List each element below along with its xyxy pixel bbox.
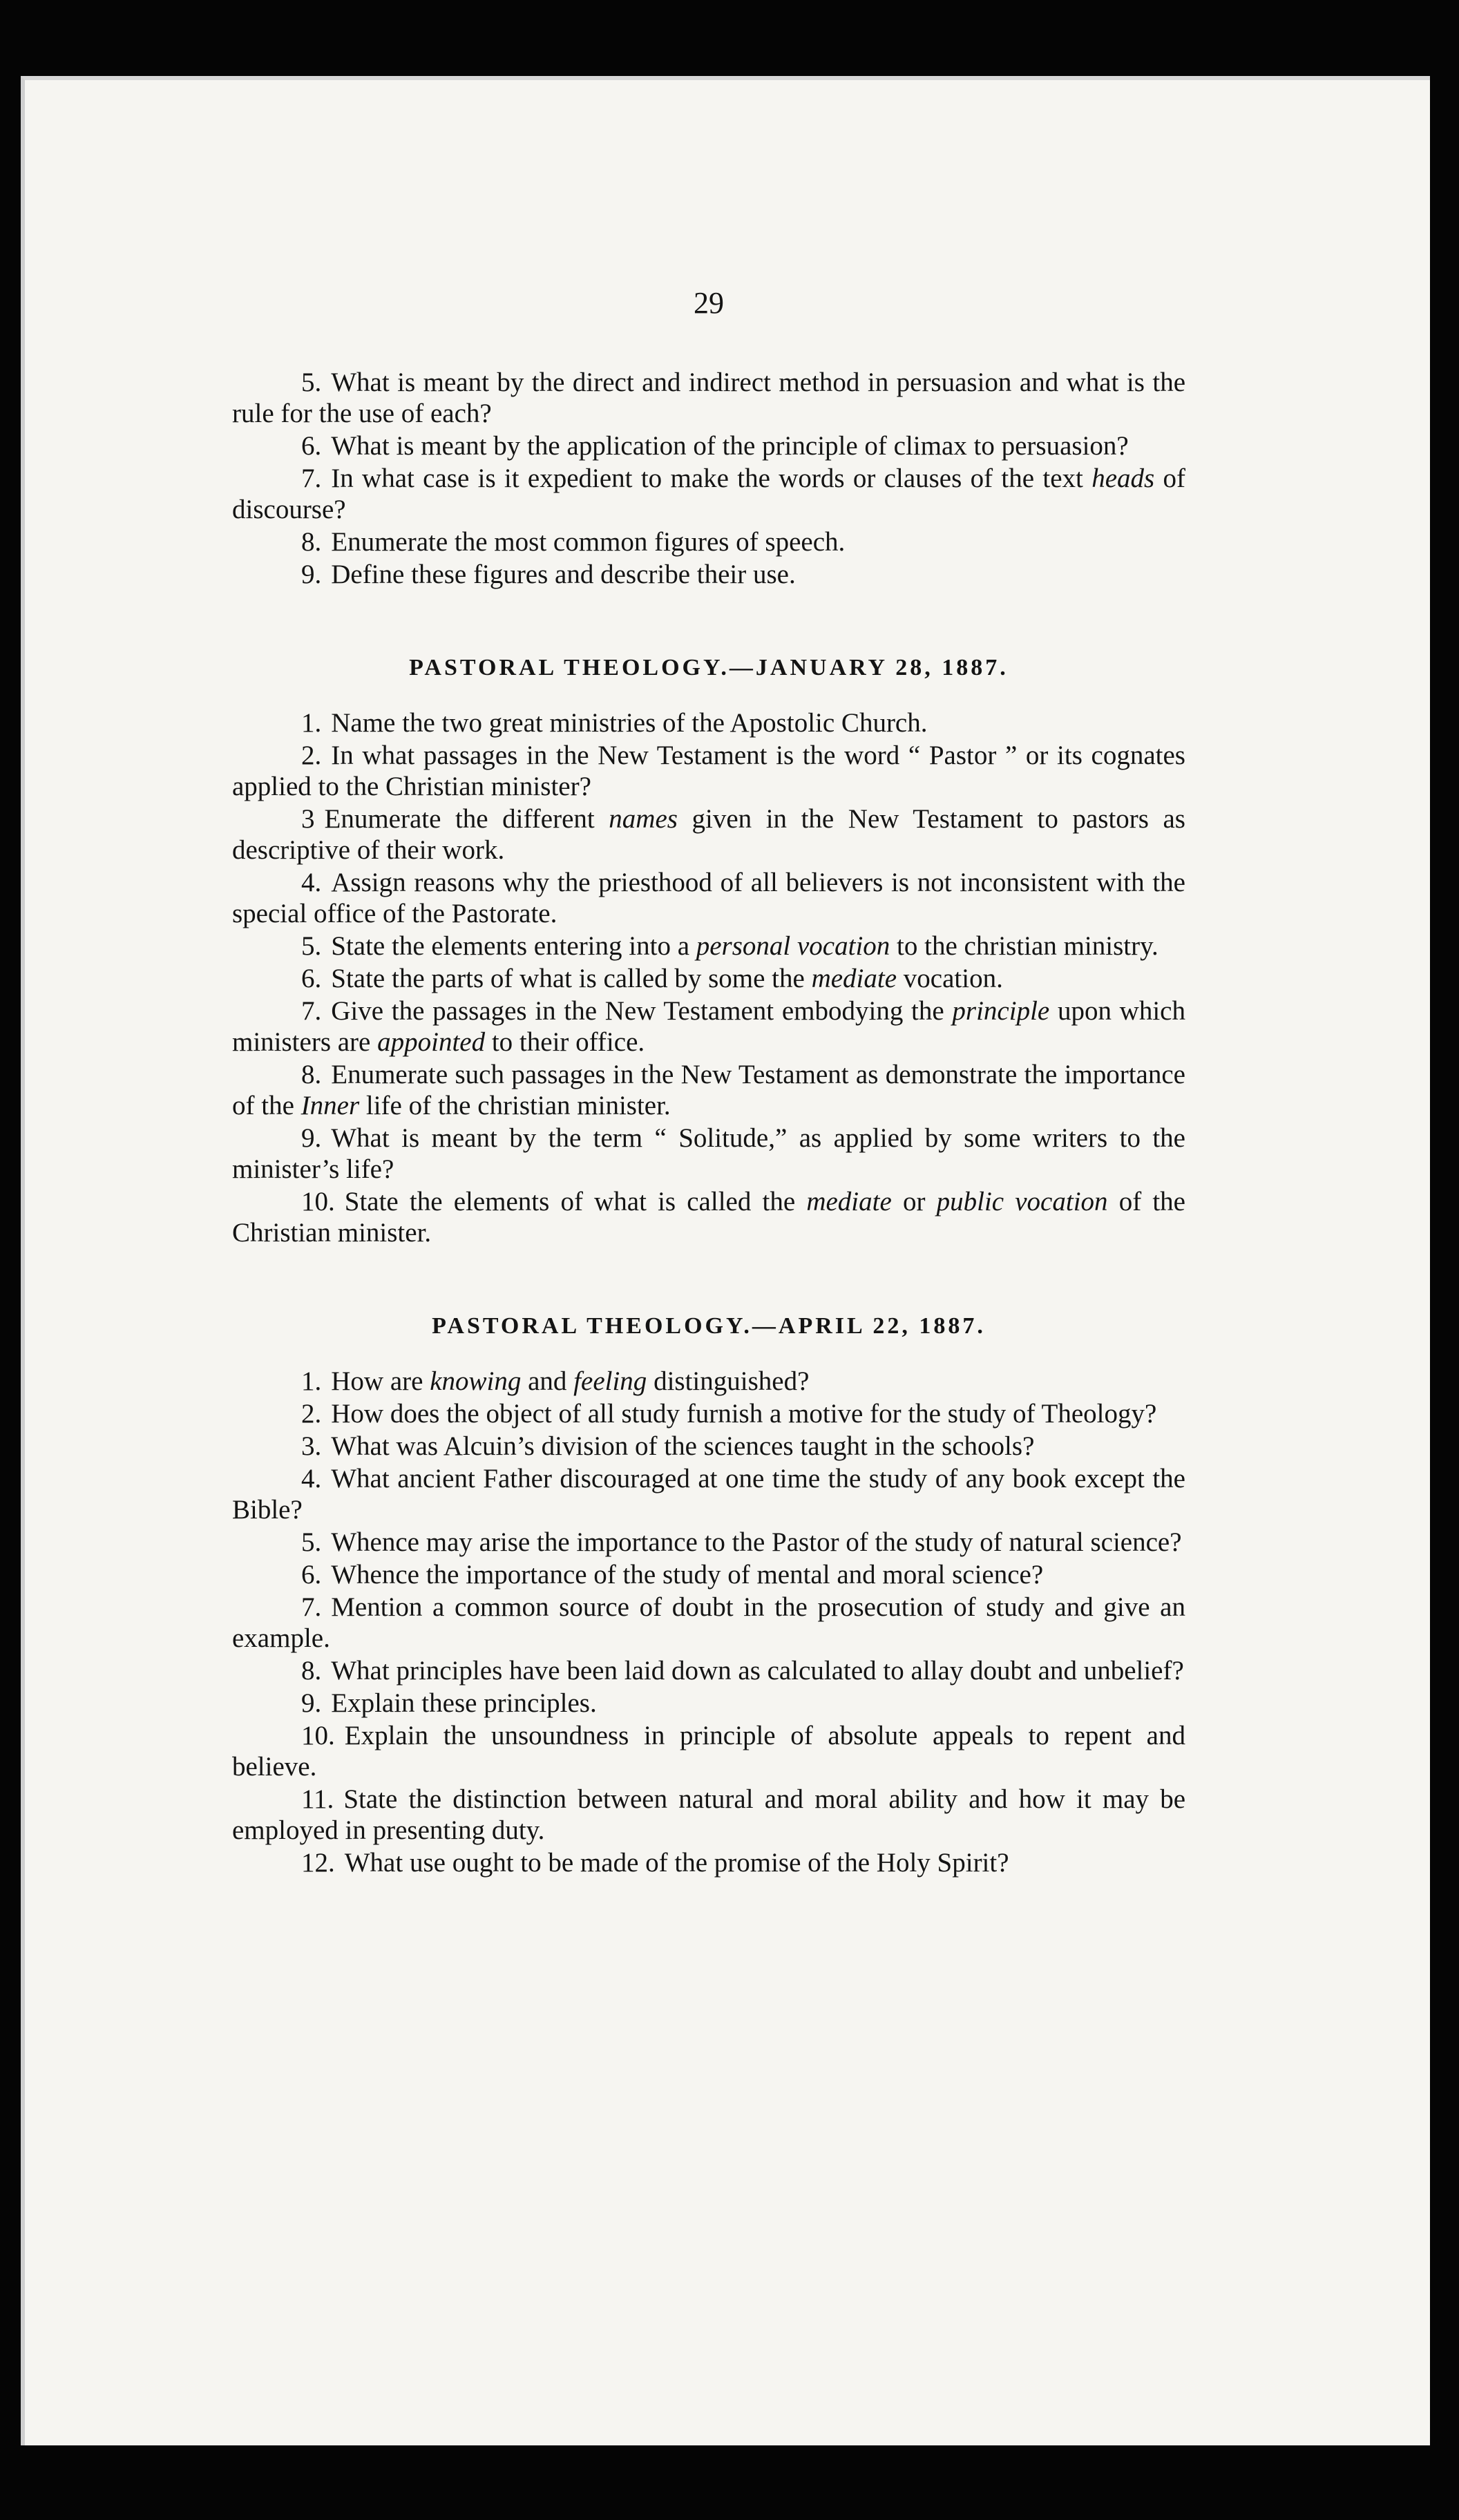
question-number: 8. <box>301 527 322 557</box>
question-text: Assign reasons why the priesthood of all believers is not inconsistent with the special office of the Pastorate. <box>232 868 1185 928</box>
question-item <box>232 1431 1185 1462</box>
question-item <box>232 1366 1185 1397</box>
question-item <box>232 740 1185 802</box>
question-text: State the distinction between natural and moral ability and how it may be employed in presenting duty. <box>232 1784 1185 1845</box>
question-item <box>232 1688 1185 1719</box>
question-number: 4. <box>301 868 322 897</box>
question-item <box>232 1398 1185 1429</box>
question-text: Name the two great ministries of the Apostolic Church. <box>331 708 928 738</box>
question-number: 8. <box>301 1060 322 1089</box>
book-page <box>21 76 1430 2445</box>
question-number: 5. <box>301 1527 322 1557</box>
emphasized-text: mediate <box>806 1187 892 1216</box>
question-text: In what passages in the New Testament is the word “ Pastor ” or its cognates applied to the Christian minister? <box>232 741 1185 801</box>
question-text: What is meant by the application of the principle of climax to persuasion? <box>331 431 1129 461</box>
emphasized-text: appointed <box>377 1027 486 1057</box>
question-text: of discourse? <box>232 464 1185 524</box>
section-heading: PASTORAL THEOLOGY.—JANUARY 28, 1887. <box>409 655 1009 680</box>
emphasized-text: feeling <box>573 1366 647 1396</box>
question-item <box>232 995 1185 1058</box>
question-text: to their office. <box>485 1027 645 1057</box>
question-number: 7. <box>301 1592 322 1622</box>
question-item <box>232 430 1185 461</box>
question-number: 9. <box>301 560 322 589</box>
question-item <box>232 1784 1185 1846</box>
question-number: 6. <box>301 431 322 461</box>
question-item <box>232 707 1185 738</box>
exam-section-april <box>232 1310 1185 1878</box>
exam-section-january <box>232 652 1185 1248</box>
question-text: What ancient Father discouraged at one time the study of any book except the Bible? <box>232 1464 1185 1525</box>
question-number: 5. <box>301 368 322 397</box>
question-item <box>232 367 1185 429</box>
question-text: given in the New Testament to pastors as descriptive of their work. <box>232 804 1185 865</box>
question-text: upon which ministers are <box>232 996 1185 1057</box>
question-number: 8. <box>301 1656 322 1686</box>
question-number: 2. <box>301 1399 322 1429</box>
question-text: What use ought to be made of the promise of the Holy Spirit? <box>344 1848 1009 1878</box>
question-text: What is meant by the term “ Solitude,” as applied by some writers to the minister’s life? <box>232 1123 1185 1184</box>
question-item <box>232 1123 1185 1185</box>
question-text: What is meant by the direct and indirect method in persuasion and what is the rule for the use of each? <box>232 368 1185 428</box>
question-item <box>232 963 1185 994</box>
question-number: 6. <box>301 964 322 993</box>
question-item <box>232 1559 1185 1590</box>
question-number: 10. <box>301 1721 335 1750</box>
question-text: How does the object of all study furnish a motive for the study of Theology? <box>331 1399 1157 1429</box>
question-text: of the Christian minister. <box>232 1187 1185 1248</box>
question-item <box>232 1527 1185 1558</box>
question-number: 7. <box>301 996 322 1026</box>
page-number: 29 <box>694 286 724 320</box>
question-text: How are <box>331 1366 430 1396</box>
question-number: 3. <box>301 1431 322 1461</box>
question-text: Mention a common source of doubt in the prosecution of study and give an example. <box>232 1592 1185 1653</box>
question-text: Give the passages in the New Testament embodying the <box>331 996 953 1026</box>
emphasized-text: personal vocation <box>696 931 890 961</box>
question-number: 11. <box>301 1784 334 1814</box>
question-text: Enumerate the most common figures of speech. <box>331 527 846 557</box>
question-number: 6. <box>301 1560 322 1590</box>
question-text: What was Alcuin’s division of the sciences taught in the schools? <box>331 1431 1035 1461</box>
question-text: vocation. <box>897 964 1003 993</box>
question-item <box>232 1463 1185 1525</box>
question-item <box>232 1592 1185 1654</box>
question-number: 10. <box>301 1187 335 1216</box>
question-text: Whence the importance of the study of mental and moral science? <box>331 1560 1044 1590</box>
question-item <box>232 559 1185 590</box>
question-text: In what case is it expedient to make the words or clauses of the text <box>331 464 1092 493</box>
question-number: 9. <box>301 1688 322 1718</box>
question-number: 5. <box>301 931 322 961</box>
question-text: to the christian ministry. <box>890 931 1158 961</box>
emphasized-text: Inner <box>301 1091 360 1120</box>
question-text: Enumerate the different <box>324 804 609 834</box>
emphasized-text: public vocation <box>936 1187 1108 1216</box>
question-text: Explain the unsoundness in principle of absolute appeals to repent and believe. <box>232 1721 1185 1782</box>
question-text: distinguished? <box>647 1366 810 1396</box>
page-content <box>232 287 1185 1880</box>
question-item <box>232 526 1185 557</box>
question-number: 9. <box>301 1123 322 1153</box>
question-item <box>232 867 1185 929</box>
question-text: or <box>891 1187 937 1216</box>
question-item <box>232 1186 1185 1248</box>
question-number: 1. <box>301 708 322 738</box>
intro-question-list <box>232 367 1185 590</box>
question-number: 2. <box>301 741 322 770</box>
emphasized-text: principle <box>952 996 1050 1026</box>
question-number: 1. <box>301 1366 322 1396</box>
question-item <box>232 1847 1185 1878</box>
question-number: 4. <box>301 1464 322 1493</box>
emphasized-text: names <box>609 804 678 834</box>
question-item <box>232 463 1185 525</box>
question-text: Whence may arise the importance to the Pastor of the study of natural science? <box>331 1527 1182 1557</box>
question-text: Define these figures and describe their use. <box>331 560 796 589</box>
question-text: life of the christian minister. <box>359 1091 671 1120</box>
question-text: State the elements entering into a <box>331 931 696 961</box>
emphasized-text: heads <box>1091 464 1155 493</box>
question-item <box>232 1655 1185 1686</box>
question-item <box>232 930 1185 962</box>
section-heading: PASTORAL THEOLOGY.—APRIL 22, 1887. <box>432 1313 986 1339</box>
question-text: State the elements of what is called the <box>344 1187 807 1216</box>
question-text: State the parts of what is called by some the <box>331 964 812 993</box>
question-text: What principles have been laid down as calculated to allay doubt and unbelief? <box>331 1656 1184 1686</box>
question-number: 7. <box>301 464 322 493</box>
question-item <box>232 803 1185 866</box>
question-text: and <box>521 1366 574 1396</box>
emphasized-text: mediate <box>811 964 897 993</box>
question-number: 3 <box>301 804 315 834</box>
emphasized-text: knowing <box>430 1366 522 1396</box>
question-number: 12. <box>301 1848 335 1878</box>
question-text: Enumerate such passages in the New Testament as demonstrate the importance of the <box>232 1060 1185 1120</box>
question-item <box>232 1059 1185 1121</box>
question-text: Explain these principles. <box>331 1688 597 1718</box>
question-item <box>232 1720 1185 1782</box>
